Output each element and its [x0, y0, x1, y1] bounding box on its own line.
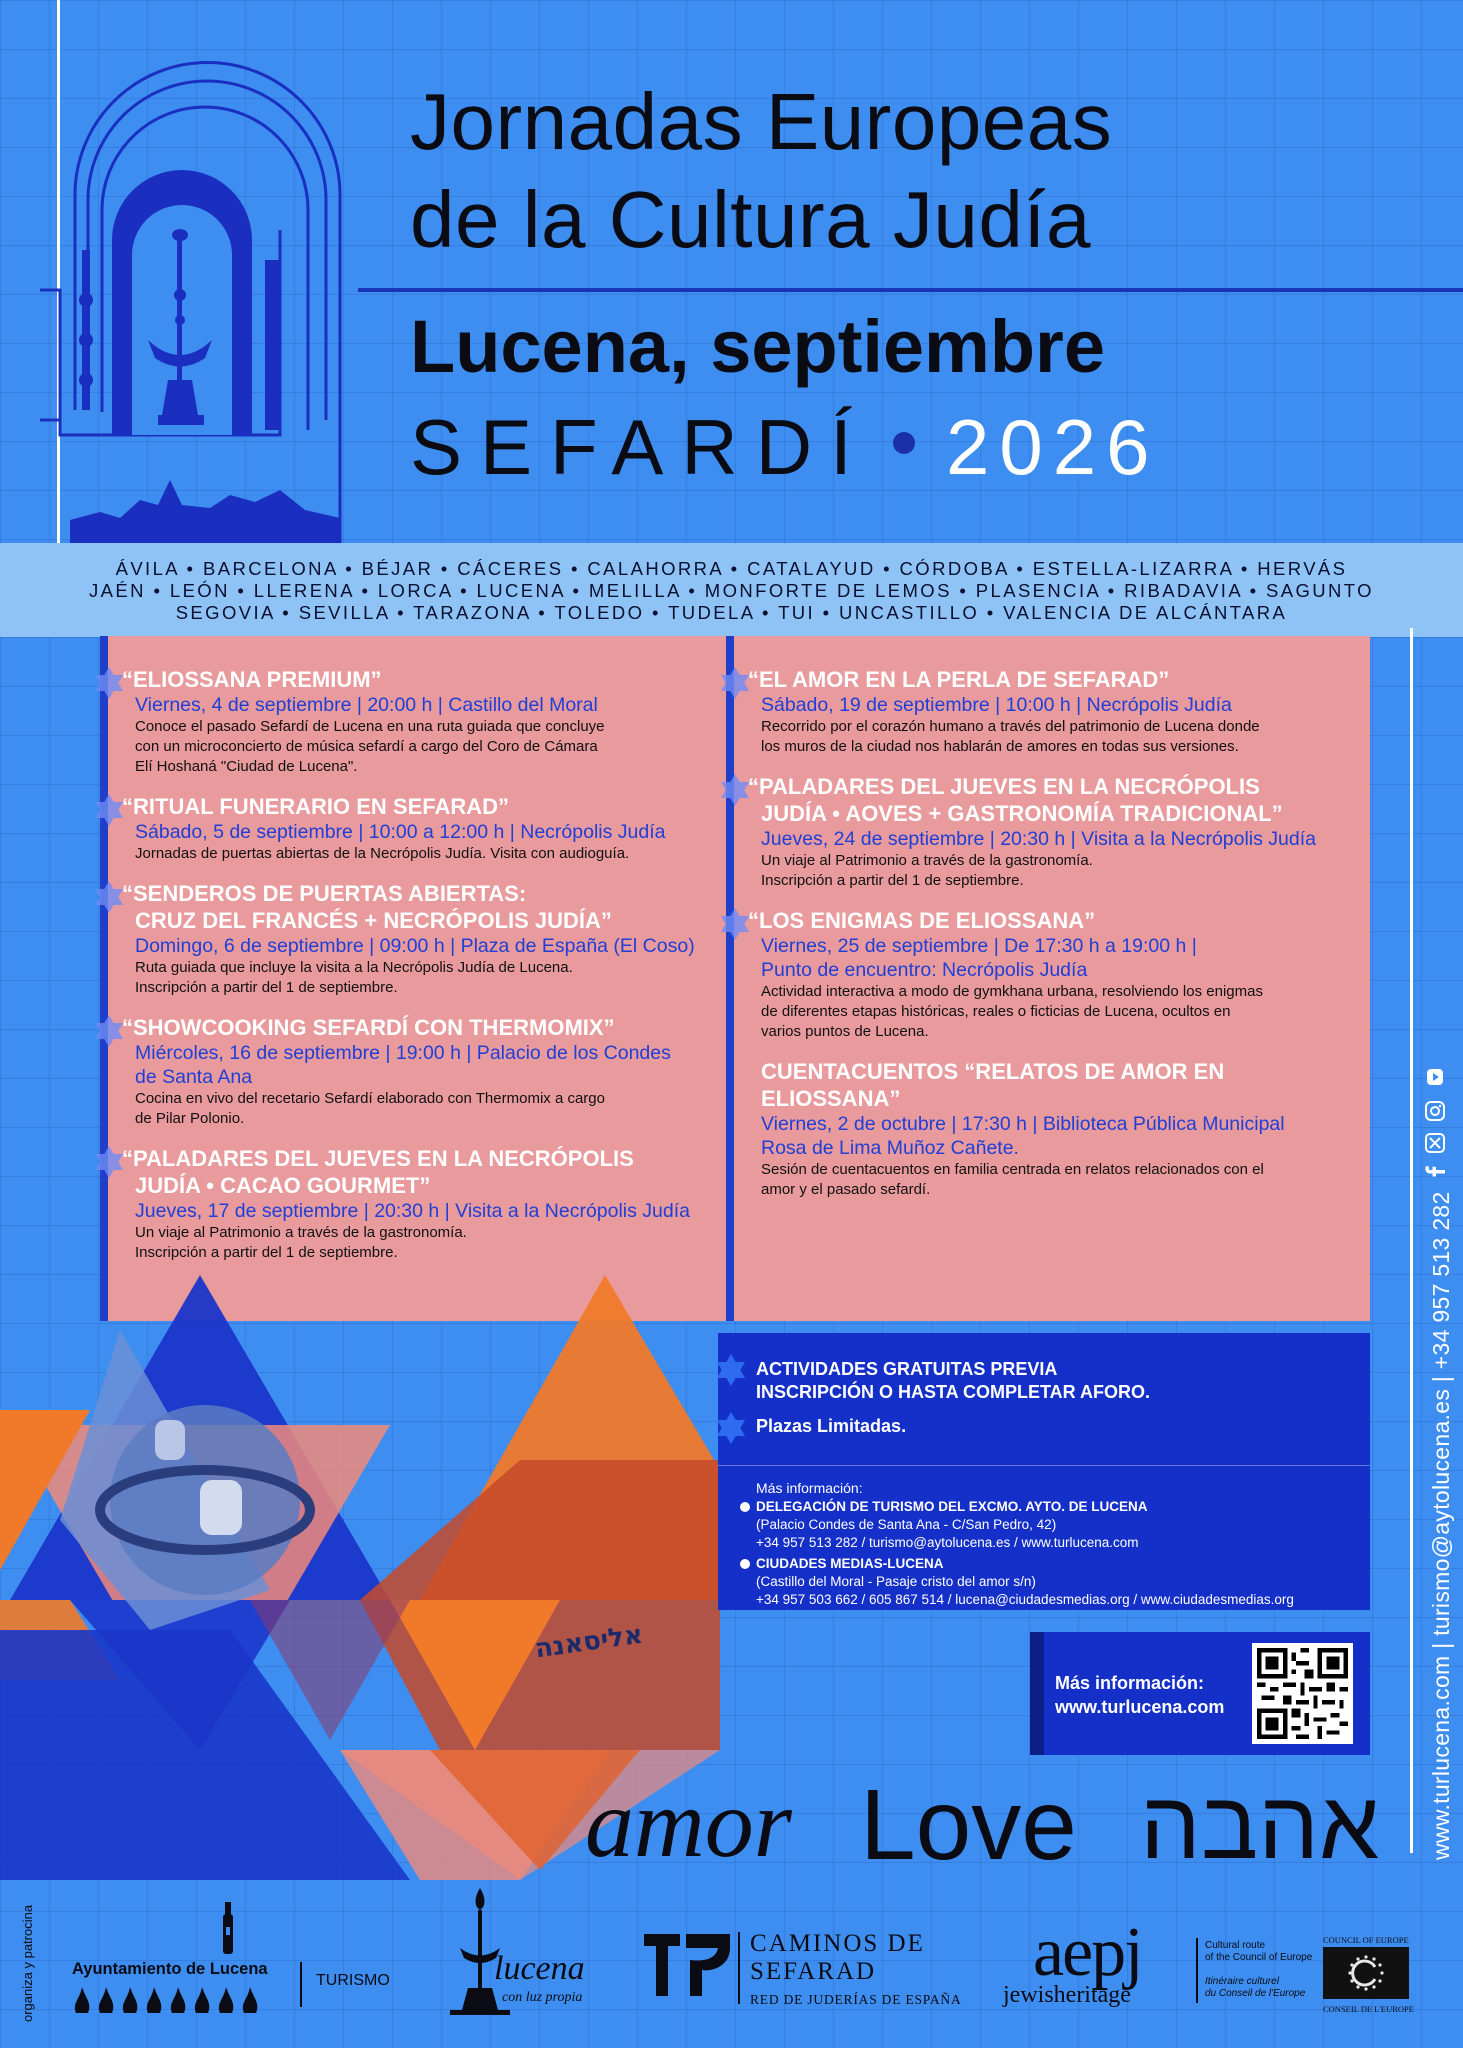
- organizer-contact: +34 957 513 282 / turismo@aytolucena.es / www.turlucena.com: [756, 1535, 1139, 1550]
- lucena-brand-tagline: con luz propia: [502, 1990, 583, 2005]
- youtube-icon[interactable]: [1424, 1066, 1446, 1088]
- event-desc: Jornadas de puertas abiertas de la Necrópolis Judía. Visita con audioguía.: [135, 845, 630, 862]
- side-divider: [1410, 628, 1413, 1853]
- star-of-david-icon: [718, 666, 752, 700]
- free-activities-line-2: INSCRIPCIÓN O HASTA COMPLETAR AFORO.: [756, 1382, 1150, 1402]
- facebook-icon[interactable]: [1424, 1160, 1446, 1182]
- more-info-heading: Más información:: [756, 1480, 863, 1496]
- caminos-title-line-2: SEFARAD: [750, 1958, 877, 1985]
- event-desc: con un microconcierto de música sefardí a cargo del Coro de Cámara: [135, 738, 598, 755]
- caminos-subtitle: RED DE JUDERÍAS DE ESPAÑA: [750, 1992, 962, 2007]
- star-of-david-icon: [92, 880, 126, 914]
- organizer-ciudades-medias: [756, 1555, 1356, 1609]
- cultural-route-en: [1205, 1940, 1325, 1964]
- events-panel-left-bar: [100, 636, 108, 1321]
- event-when-cont: Punto de encuentro: Necrópolis Judía: [761, 959, 1088, 981]
- subtitle: Lucena, septiembre: [410, 305, 1106, 388]
- jewisheritage-text: jewisheritage: [1003, 1982, 1131, 2008]
- cultural-route-line: Itinéraire culturel: [1205, 1976, 1279, 1987]
- conseil-de-europe-label: CONSEIL DE L'EUROPE: [1323, 2004, 1414, 2014]
- event-paladares-cacao: [122, 1145, 717, 1263]
- hebrew-caption: אליסאנה: [533, 1619, 645, 1665]
- organizer-label: organiza y patrocina: [20, 1904, 35, 2022]
- organizer-turismo: [756, 1498, 1356, 1552]
- cities-line-2: JAÉN • LEÓN • LLERENA • LORCA • LUCENA • MELILLA • MONFORTE DE LEMOS • PLASENCIA • RIBADAVIA • SAGUNTO: [89, 580, 1374, 601]
- event-eliossana-premium: [122, 666, 717, 777]
- event-when: Miércoles, 16 de septiembre | 19:00 h | Palacio de los Condes: [135, 1042, 671, 1064]
- event-when: Jueves, 17 de septiembre | 20:30 h | Visita a la Necrópolis Judía: [135, 1200, 691, 1222]
- caminos-sefarad-logo: [640, 1926, 735, 2001]
- footer-separator: [1196, 1938, 1198, 2003]
- love-word-hebrew: אהבה: [1140, 1772, 1380, 1879]
- event-when-cont: de Santa Ana: [135, 1066, 253, 1088]
- organizer-name: DELEGACIÓN DE TURISMO DEL EXCMO. AYTO. DE LUCENA: [756, 1499, 1148, 1514]
- event-desc: Inscripción a partir del 1 de septiembre.: [761, 872, 1024, 889]
- cultural-route-line: du Conseil de l'Europe: [1205, 1988, 1306, 1999]
- cultural-route-fr: [1205, 1976, 1325, 2000]
- x-icon[interactable]: [1424, 1132, 1446, 1154]
- love-word-spanish: amor: [585, 1770, 792, 1878]
- aepj-logo-text: aepj: [1033, 1914, 1142, 1991]
- event-showcooking: [122, 1014, 717, 1129]
- event-senderos: [122, 880, 717, 998]
- cities-line-3: SEGOVIA • SEVILLA • TARAZONA • TOLEDO • TUDELA • TUI • UNCASTILLO • VALENCIA DE ALCÁNTARA: [175, 602, 1288, 623]
- info-divider: [718, 1465, 1370, 1466]
- event-title: “ELIOSSANA PREMIUM”: [122, 667, 382, 692]
- event-desc: Inscripción a partir del 1 de septiembre.: [135, 1244, 398, 1261]
- turismo-label: TURISMO: [316, 1972, 390, 1989]
- bullet-icon: [740, 1559, 750, 1569]
- star-of-david-icon: [92, 666, 126, 700]
- events-panel-middle-bar: [726, 636, 734, 1321]
- cultural-route-line: of the Council of Europe: [1205, 1952, 1313, 1963]
- cultural-route-line: Cultural route: [1205, 1940, 1266, 1951]
- limited-places-text: Plazas Limitadas.: [756, 1416, 907, 1436]
- website-box-strip: [1030, 1632, 1044, 1755]
- free-activities-line-1: ACTIVIDADES GRATUITAS PREVIA: [756, 1359, 1058, 1379]
- event-desc: Ruta guiada que incluye la visita a la Necrópolis Judía de Lucena.: [135, 959, 573, 976]
- lucena-brand-word: lucena: [494, 1950, 585, 1987]
- cities-line-1: ÁVILA • BARCELONA • BÉJAR • CÁCERES • CALAHORRA • CATALAYUD • CÓRDOBA • ESTELLA-LIZARRA • HERVÁS: [115, 558, 1348, 579]
- star-of-david-icon: [714, 1411, 748, 1445]
- event-desc: Sesión de cuentacuentos en familia centrada en relatos relacionados con el: [761, 1161, 1264, 1178]
- event-desc: varios puntos de Lucena.: [761, 1023, 929, 1040]
- council-of-europe-label: COUNCIL OF EUROPE: [1323, 1935, 1409, 1945]
- organizer-name: CIUDADES MEDIAS-LUCENA: [756, 1556, 944, 1571]
- event-enigmas: [748, 907, 1348, 1042]
- event-title: “PALADARES DEL JUEVES EN LA NECRÓPOLIS: [748, 774, 1260, 799]
- event-title: “SHOWCOOKING SEFARDÍ CON THERMOMIX”: [122, 1015, 615, 1040]
- event-when: Viernes, 2 de octubre | 17:30 h | Biblioteca Pública Municipal: [761, 1113, 1285, 1135]
- event-title-cont: ELIOSSANA”: [761, 1086, 901, 1111]
- event-desc: los muros de la ciudad nos hablarán de amores en todas sus versiones.: [761, 738, 1239, 755]
- event-amor-perla: [748, 666, 1348, 757]
- organizer-address: (Castillo del Moral - Pasaje cristo del amor s/n): [756, 1574, 1036, 1589]
- event-ritual-funerario: [122, 793, 717, 864]
- star-of-david-icon: [714, 1353, 748, 1387]
- event-title-cont: CRUZ DEL FRANCÉS + NECRÓPOLIS JUDÍA”: [135, 908, 612, 933]
- council-of-europe-emblem: [1323, 1947, 1409, 1999]
- event-when: Viernes, 25 de septiembre | De 17:30 h a 19:00 h |: [761, 935, 1197, 957]
- event-when: Viernes, 4 de septiembre | 20:00 h | Castillo del Moral: [135, 694, 598, 716]
- instagram-icon[interactable]: [1424, 1100, 1446, 1122]
- website-label: Más información:: [1055, 1673, 1205, 1693]
- title-dot: [893, 432, 915, 454]
- events-column-right: [748, 666, 1348, 1216]
- event-when: Sábado, 5 de septiembre | 10:00 a 12:00 h | Necrópolis Judía: [135, 821, 666, 843]
- website-url[interactable]: www.turlucena.com: [1055, 1697, 1225, 1717]
- star-of-david-icon: [718, 907, 752, 941]
- event-desc: Inscripción a partir del 1 de septiembre.: [135, 979, 398, 996]
- title-line-2: de la Cultura Judía: [410, 175, 1092, 264]
- event-paladares-aoves: [748, 773, 1348, 891]
- title-line-1: Jornadas Europeas: [410, 77, 1113, 166]
- event-title: “LOS ENIGMAS DE ELIOSSANA”: [748, 908, 1096, 933]
- event-desc: Conoce el pasado Sefardí de Lucena en una ruta guiada que concluye: [135, 718, 605, 735]
- qr-code-pattern: [1257, 1648, 1348, 1739]
- event-desc: de diferentes etapas históricas, reales o ficticias de Lucena, ocultos en: [761, 1003, 1231, 1020]
- event-title: “PALADARES DEL JUEVES EN LA NECRÓPOLIS: [122, 1146, 634, 1171]
- event-title: CUENTACUENTOS “RELATOS DE AMOR EN: [761, 1059, 1225, 1084]
- organizer-address: (Palacio Condes de Santa Ana - C/San Pedro, 42): [756, 1517, 1057, 1532]
- free-activities-text: [756, 1358, 1150, 1404]
- star-of-david-icon: [92, 1014, 126, 1048]
- event-desc: Un viaje al Patrimonio a través de la gastronomía.: [761, 852, 1093, 869]
- event-desc: Recorrido por el corazón humano a través del patrimonio de Lucena donde: [761, 718, 1260, 735]
- footer-separator: [300, 1962, 302, 2007]
- love-word-english: Love: [860, 1769, 1077, 1881]
- ayuntamiento-name: Ayuntamiento de Lucena: [72, 1960, 268, 1978]
- footer-separator: [738, 1932, 740, 2004]
- event-desc: de Pilar Polonio.: [135, 1110, 245, 1127]
- event-desc: Cocina en vivo del recetario Sefardí elaborado con Thermomix a cargo: [135, 1090, 605, 1107]
- event-cuentacuentos: [748, 1058, 1348, 1200]
- theme-word: SEFARDÍ: [410, 403, 870, 491]
- side-contact-text[interactable]: www.turlucena.com | turismo@aytolucena.es | +34 957 513 282: [1428, 1191, 1454, 1860]
- events-column-left: [122, 666, 717, 1279]
- event-when-cont: Rosa de Lima Muñoz Cañete.: [761, 1137, 1019, 1159]
- event-desc: Actividad interactiva a modo de gymkhana urbana, resolviendo los enigmas: [761, 983, 1263, 1000]
- title-divider: [358, 288, 1463, 292]
- qr-code[interactable]: [1252, 1643, 1353, 1744]
- star-of-david-icon: [92, 1145, 126, 1179]
- event-title-cont: JUDÍA • AOVES + GASTRONOMÍA TRADICIONAL”: [761, 801, 1283, 826]
- cities-band: [0, 543, 1463, 637]
- council-of-europe-logo: [1323, 1947, 1409, 1999]
- event-title-cont: JUDÍA • CACAO GOURMET”: [135, 1173, 431, 1198]
- caminos-title: [750, 1930, 925, 1986]
- lucena-tower-icon: [218, 1902, 238, 1957]
- synagogue-arch-illustration: [40, 40, 370, 545]
- event-desc: Elí Hoshaná "Ciudad de Lucena".: [135, 758, 358, 775]
- star-of-david-icon: [92, 793, 126, 827]
- ayuntamiento-flames-logo: [72, 1985, 282, 2013]
- event-when: Sábado, 19 de septiembre | 10:00 h | Necrópolis Judía: [761, 694, 1232, 716]
- event-desc: amor y el pasado sefardí.: [761, 1181, 931, 1198]
- event-desc: Un viaje al Patrimonio a través de la gastronomía.: [135, 1224, 467, 1241]
- event-title: “EL AMOR EN LA PERLA DE SEFARAD”: [748, 667, 1170, 692]
- event-when: Jueves, 24 de septiembre | 20:30 h | Visita a la Necrópolis Judía: [761, 828, 1317, 850]
- event-title: “RITUAL FUNERARIO EN SEFARAD”: [122, 794, 510, 819]
- star-of-david-icon: [718, 773, 752, 807]
- year: 2026: [946, 403, 1160, 491]
- caminos-title-line-1: CAMINOS DE: [750, 1930, 925, 1957]
- event-when: Domingo, 6 de septiembre | 09:00 h | Plaza de España (El Coso): [135, 935, 695, 957]
- organizer-contact: +34 957 503 662 / 605 867 514 / lucena@ciudadesmedias.org / www.ciudadesmedias.org: [756, 1592, 1294, 1607]
- event-title: “SENDEROS DE PUERTAS ABIERTAS:: [122, 881, 527, 906]
- bullet-icon: [740, 1502, 750, 1512]
